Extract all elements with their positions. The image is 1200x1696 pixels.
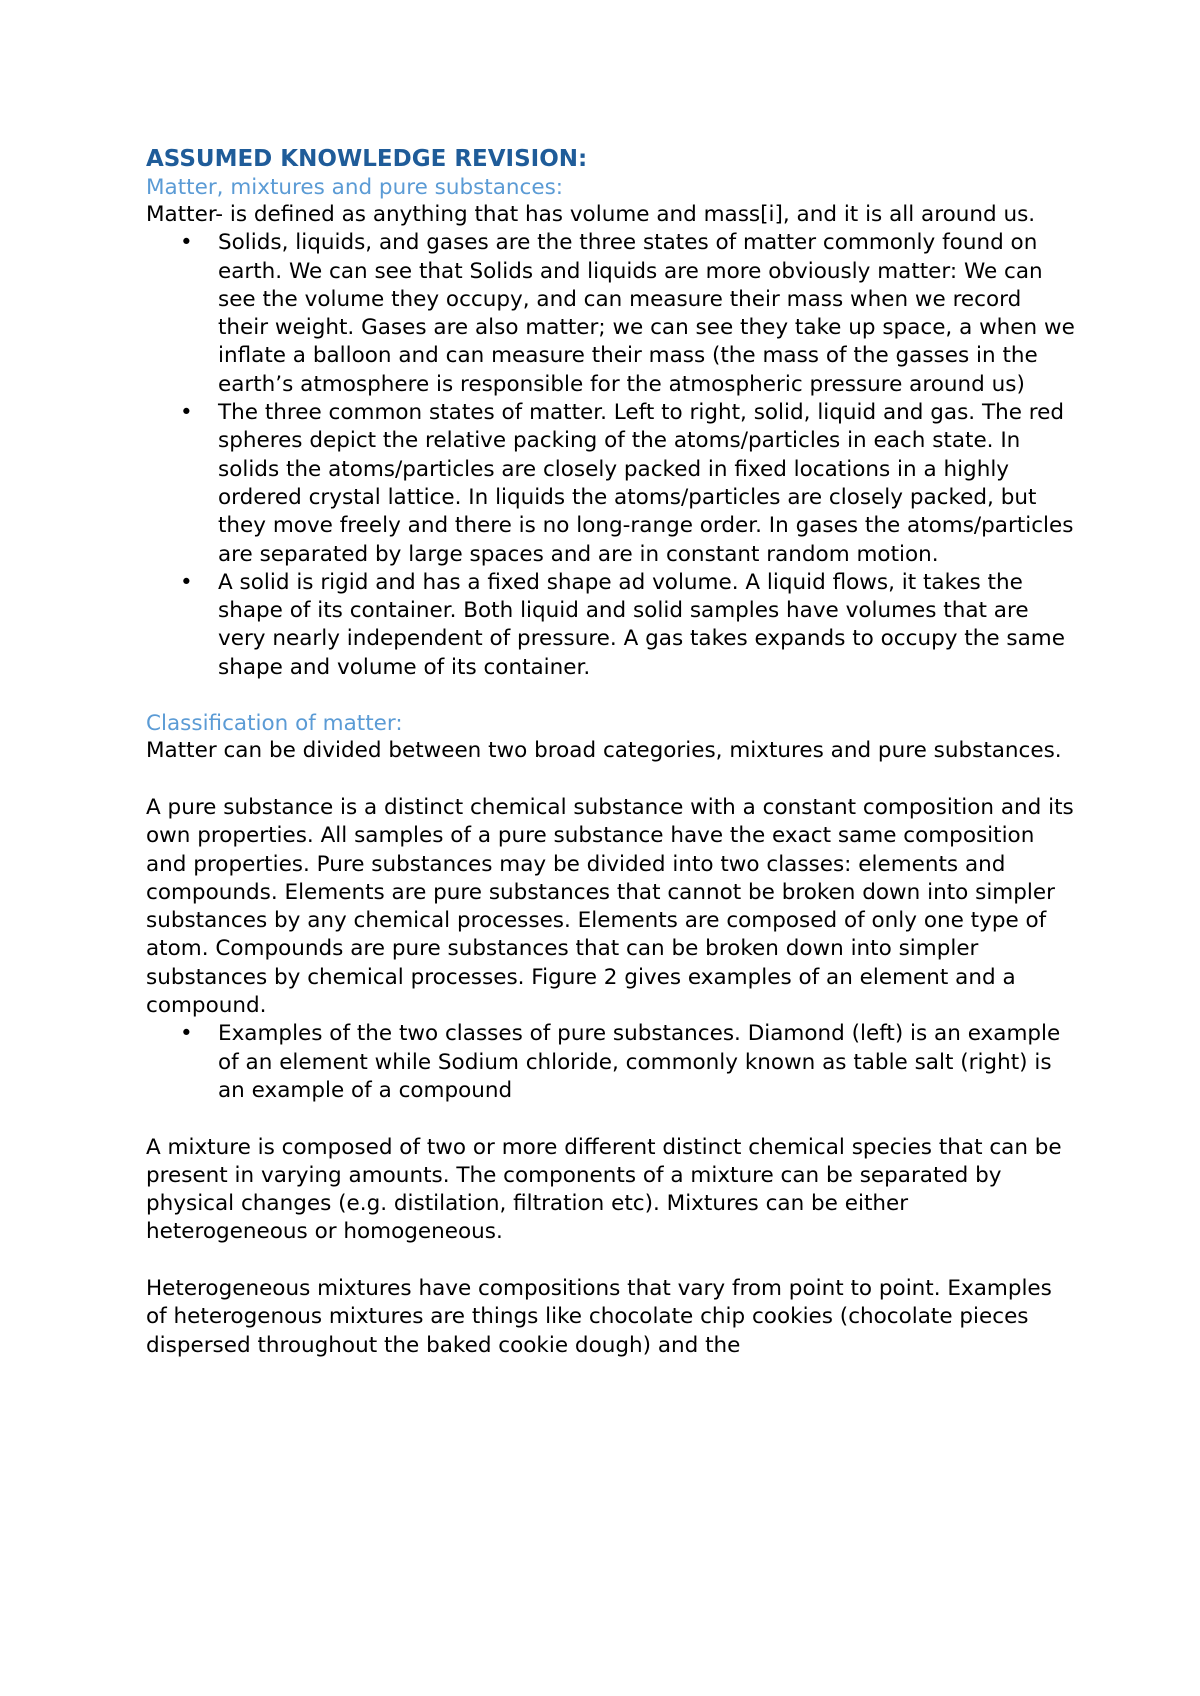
states-of-matter-list	[146, 229, 1076, 682]
document-title: ASSUMED KNOWLEDGE REVISION:	[146, 146, 588, 172]
pure-substance-examples-list	[146, 1020, 1076, 1105]
paragraph-spacer	[146, 1247, 1076, 1275]
list-item-text: The three common states of matter. Left to right, solid, liquid and gas. The red spheres depict the relative packing of the atoms/particles in each state. In solids the atoms/particles are closely packed in fixed locations in a highly ordered crystal lattice. In liquids the atoms/particles are closely packed, but they move freely and there is no long-range order. In gases the atoms/particles are separated by large spaces and are in constant random motion.	[218, 400, 1074, 567]
bullet-icon: •	[180, 1021, 193, 1047]
bullet-icon: •	[180, 569, 193, 595]
list-item-text: A solid is rigid and has a fixed shape ad volume. A liquid flows, it takes the shape of its container. Both liquid and solid samples have volumes that are very nearly independent of pressure. A gas takes expands to occupy the same shape and volume of its container.	[218, 569, 1065, 680]
bullet-icon: •	[180, 230, 193, 256]
classification-intro-paragraph: Matter can be divided between two broad categories, mixtures and pure substances.	[146, 738, 1062, 764]
matter-definition-paragraph: Matter- is defined as anything that has volume and mass[i], and it is all around us.	[146, 202, 1036, 227]
mixture-paragraph: A mixture is composed of two or more different distinct chemical species that can be present in varying amounts. The components of a mixture can be separated by physical changes (e.g. distilation, filtration etc). Mixtures can be either heterogeneous or homogeneous.	[146, 1134, 1062, 1245]
paragraph-spacer	[146, 682, 1076, 710]
list-item	[180, 1020, 1076, 1105]
paragraph-spacer	[146, 1105, 1076, 1133]
pure-substance-paragraph: A pure substance is a distinct chemical substance with a constant composition and its own properties. All samples of a pure substance have the exact same composition and properties. Pure substances may be divided into two classes: elements and compounds. Elements are pure substances that cannot be broken down into simpler substances by any chemical processes. Elements are composed of only one type of atom. Compounds are pure substances that can be broken down into simpler substances by chemical processes. Figure 2 gives examples of an element and a compound.	[146, 794, 1074, 1019]
list-item	[180, 399, 1076, 569]
list-item	[180, 569, 1076, 682]
list-item	[180, 229, 1076, 399]
document-page	[146, 144, 1076, 1360]
paragraph-spacer	[146, 766, 1076, 794]
list-item-text: Solids, liquids, and gases are the three states of matter commonly found on earth. We can see that Solids and liquids are more obviously matter: We can see the volume they occupy, and can measure their mass when we record their weight. Gases are also matter; we can see they take up space, a when we inflate a balloon and can measure their mass (the mass of the gasses in the earth’s atmosphere is responsible for the atmospheric pressure around us)	[218, 230, 1075, 397]
list-item-text: Examples of the two classes of pure substances. Diamond (left) is an example of an element while Sodium chloride, commonly known as table salt (right) is an example of a compound	[218, 1021, 1061, 1103]
heterogeneous-paragraph: Heterogeneous mixtures have compositions that vary from point to point. Examples of heterogenous mixtures are things like chocolate chip cookies (chocolate pieces dispersed throughout the baked cookie dough) and the	[146, 1275, 1052, 1358]
section-heading-classification: Classification of matter:	[146, 711, 403, 737]
bullet-icon: •	[180, 400, 193, 426]
section-heading-matter: Matter, mixtures and pure substances:	[146, 175, 564, 200]
